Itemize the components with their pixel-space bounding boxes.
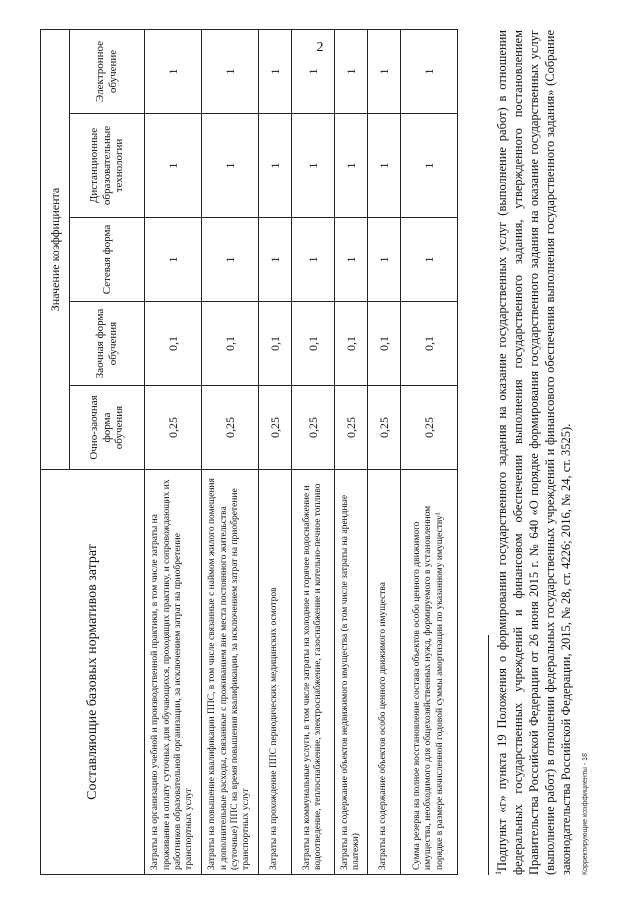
header-coefficient-value: Значение коэффициента	[41, 29, 70, 469]
cell-value: 1	[259, 29, 292, 113]
cell-value: 1	[202, 29, 259, 113]
table-row	[202, 29, 259, 874]
table-row	[368, 29, 401, 874]
cell-value: 1	[335, 114, 368, 218]
cell-value: 0,1	[259, 302, 292, 386]
header-network: Сетевая форма	[70, 218, 145, 302]
cell-value: 1	[335, 29, 368, 113]
cell-value: 1	[292, 29, 335, 113]
cell-value: 0,1	[401, 302, 458, 386]
header-part-time: Очно-заочная форма обучения	[70, 386, 145, 470]
cell-value: 0,25	[368, 386, 401, 470]
row-description: Затраты на организацию учебной и производственной практики, в том числе затраты на проживание и оплату суточных для обучающихся, проходящих практику, и сопровождающих их работников образовательной организации, за исключением затрат на приобретение транспортных услуг	[145, 470, 202, 875]
cell-value: 1	[335, 218, 368, 302]
cell-value: 1	[401, 29, 458, 113]
cell-value: 0,25	[401, 386, 458, 470]
header-e-learning: Электронное обучение	[70, 29, 145, 113]
row-description: Затраты на содержание объектов недвижимого имущества (в том числе затраты на арендные платежи)	[335, 470, 368, 875]
cell-value: 1	[202, 114, 259, 218]
coefficients-table	[40, 29, 458, 875]
cell-value: 1	[292, 114, 335, 218]
cell-value: 0,25	[145, 386, 202, 470]
cell-value: 1	[368, 114, 401, 218]
row-description: Затраты на повышение квалификации ППС, в том числе связанные с наймом жилого помещения и дополнительные расходы, связанные с проживанием вне места постоянного жительства (суточные) ППС на время повышения квалификации, за исключением затрат на приобретение транспортных услуг	[202, 470, 259, 875]
cell-value: 1	[259, 218, 292, 302]
cell-value: 0,1	[202, 302, 259, 386]
cell-value: 0,1	[145, 302, 202, 386]
cell-value: 1	[145, 29, 202, 113]
cell-value: 1	[401, 218, 458, 302]
cell-value: 1	[401, 114, 458, 218]
row-description: Затраты на коммунальные услуги, в том числе затраты на холодное и горячее водоснабжение и водоотведение, теплоснабжение, электроснабжение, газоснабжение и котельно-печное топливо	[292, 470, 335, 875]
table-row	[292, 29, 335, 874]
row-description: Сумма резерва на полное восстановление состава объектов особо ценного движимого имущества, необходимого для общехозяйственных нужд, формируемого в установленном порядке в размере начисленной годовой суммы амортизации по указанному имуществу¹	[401, 470, 458, 875]
cell-value: 0,1	[292, 302, 335, 386]
row-description: Затраты на прохождение ППС периодических медицинских осмотров	[259, 470, 292, 875]
footnote-marker: 1	[494, 871, 503, 875]
table-row	[401, 29, 458, 874]
footnote	[494, 30, 574, 875]
cell-value: 1	[368, 218, 401, 302]
header-correspondence: Заочная форма обучения	[70, 302, 145, 386]
table-row	[335, 29, 368, 874]
header-distance-tech: Дистанционные образовательные технологии	[70, 114, 145, 218]
footnote-text: Подпункт «г» пункта 19 Положения о формировании государственного задания на оказание государственных услуг (выполнение работ) в отношении федеральных государственных учреждений и финансовом обеспечении выполнения государственного задания, утвержденного постановлением Правительства Российской Федерации от 26 июня 2015 г. № 640 «О порядке формирования государственного задания на оказание государственных услуг (выполнение работ) в отношении федеральных государственных учреждений и финансового обеспечения выполнения государственного задания» (Собрание законодательства Российской Федерации, 2015, № 28, ст. 4226; 2016, № 24, ст. 3525).	[495, 30, 574, 875]
cell-value: 0,25	[259, 386, 292, 470]
cell-value: 0,25	[335, 386, 368, 470]
cell-value: 1	[145, 114, 202, 218]
header-cost-components: Составляющие базовых нормативов затрат	[41, 470, 145, 875]
footnote-divider	[488, 635, 489, 875]
cell-value: 1	[368, 29, 401, 113]
rotated-landscape-content	[40, 30, 595, 875]
cell-value: 0,25	[202, 386, 259, 470]
row-description: Затраты на содержание объектов особо ценного движимого имущества	[368, 470, 401, 875]
cell-value: 1	[202, 218, 259, 302]
cell-value: 0,1	[335, 302, 368, 386]
cell-value: 1	[145, 218, 202, 302]
table-row	[145, 29, 202, 874]
cell-value: 0,1	[368, 302, 401, 386]
cell-value: 0,25	[292, 386, 335, 470]
page-number: 2	[316, 40, 324, 55]
corrector-note: Корректирующие коэффициенты - 18	[582, 753, 589, 875]
cell-value: 1	[259, 114, 292, 218]
table-row	[259, 29, 292, 874]
cell-value: 1	[292, 218, 335, 302]
